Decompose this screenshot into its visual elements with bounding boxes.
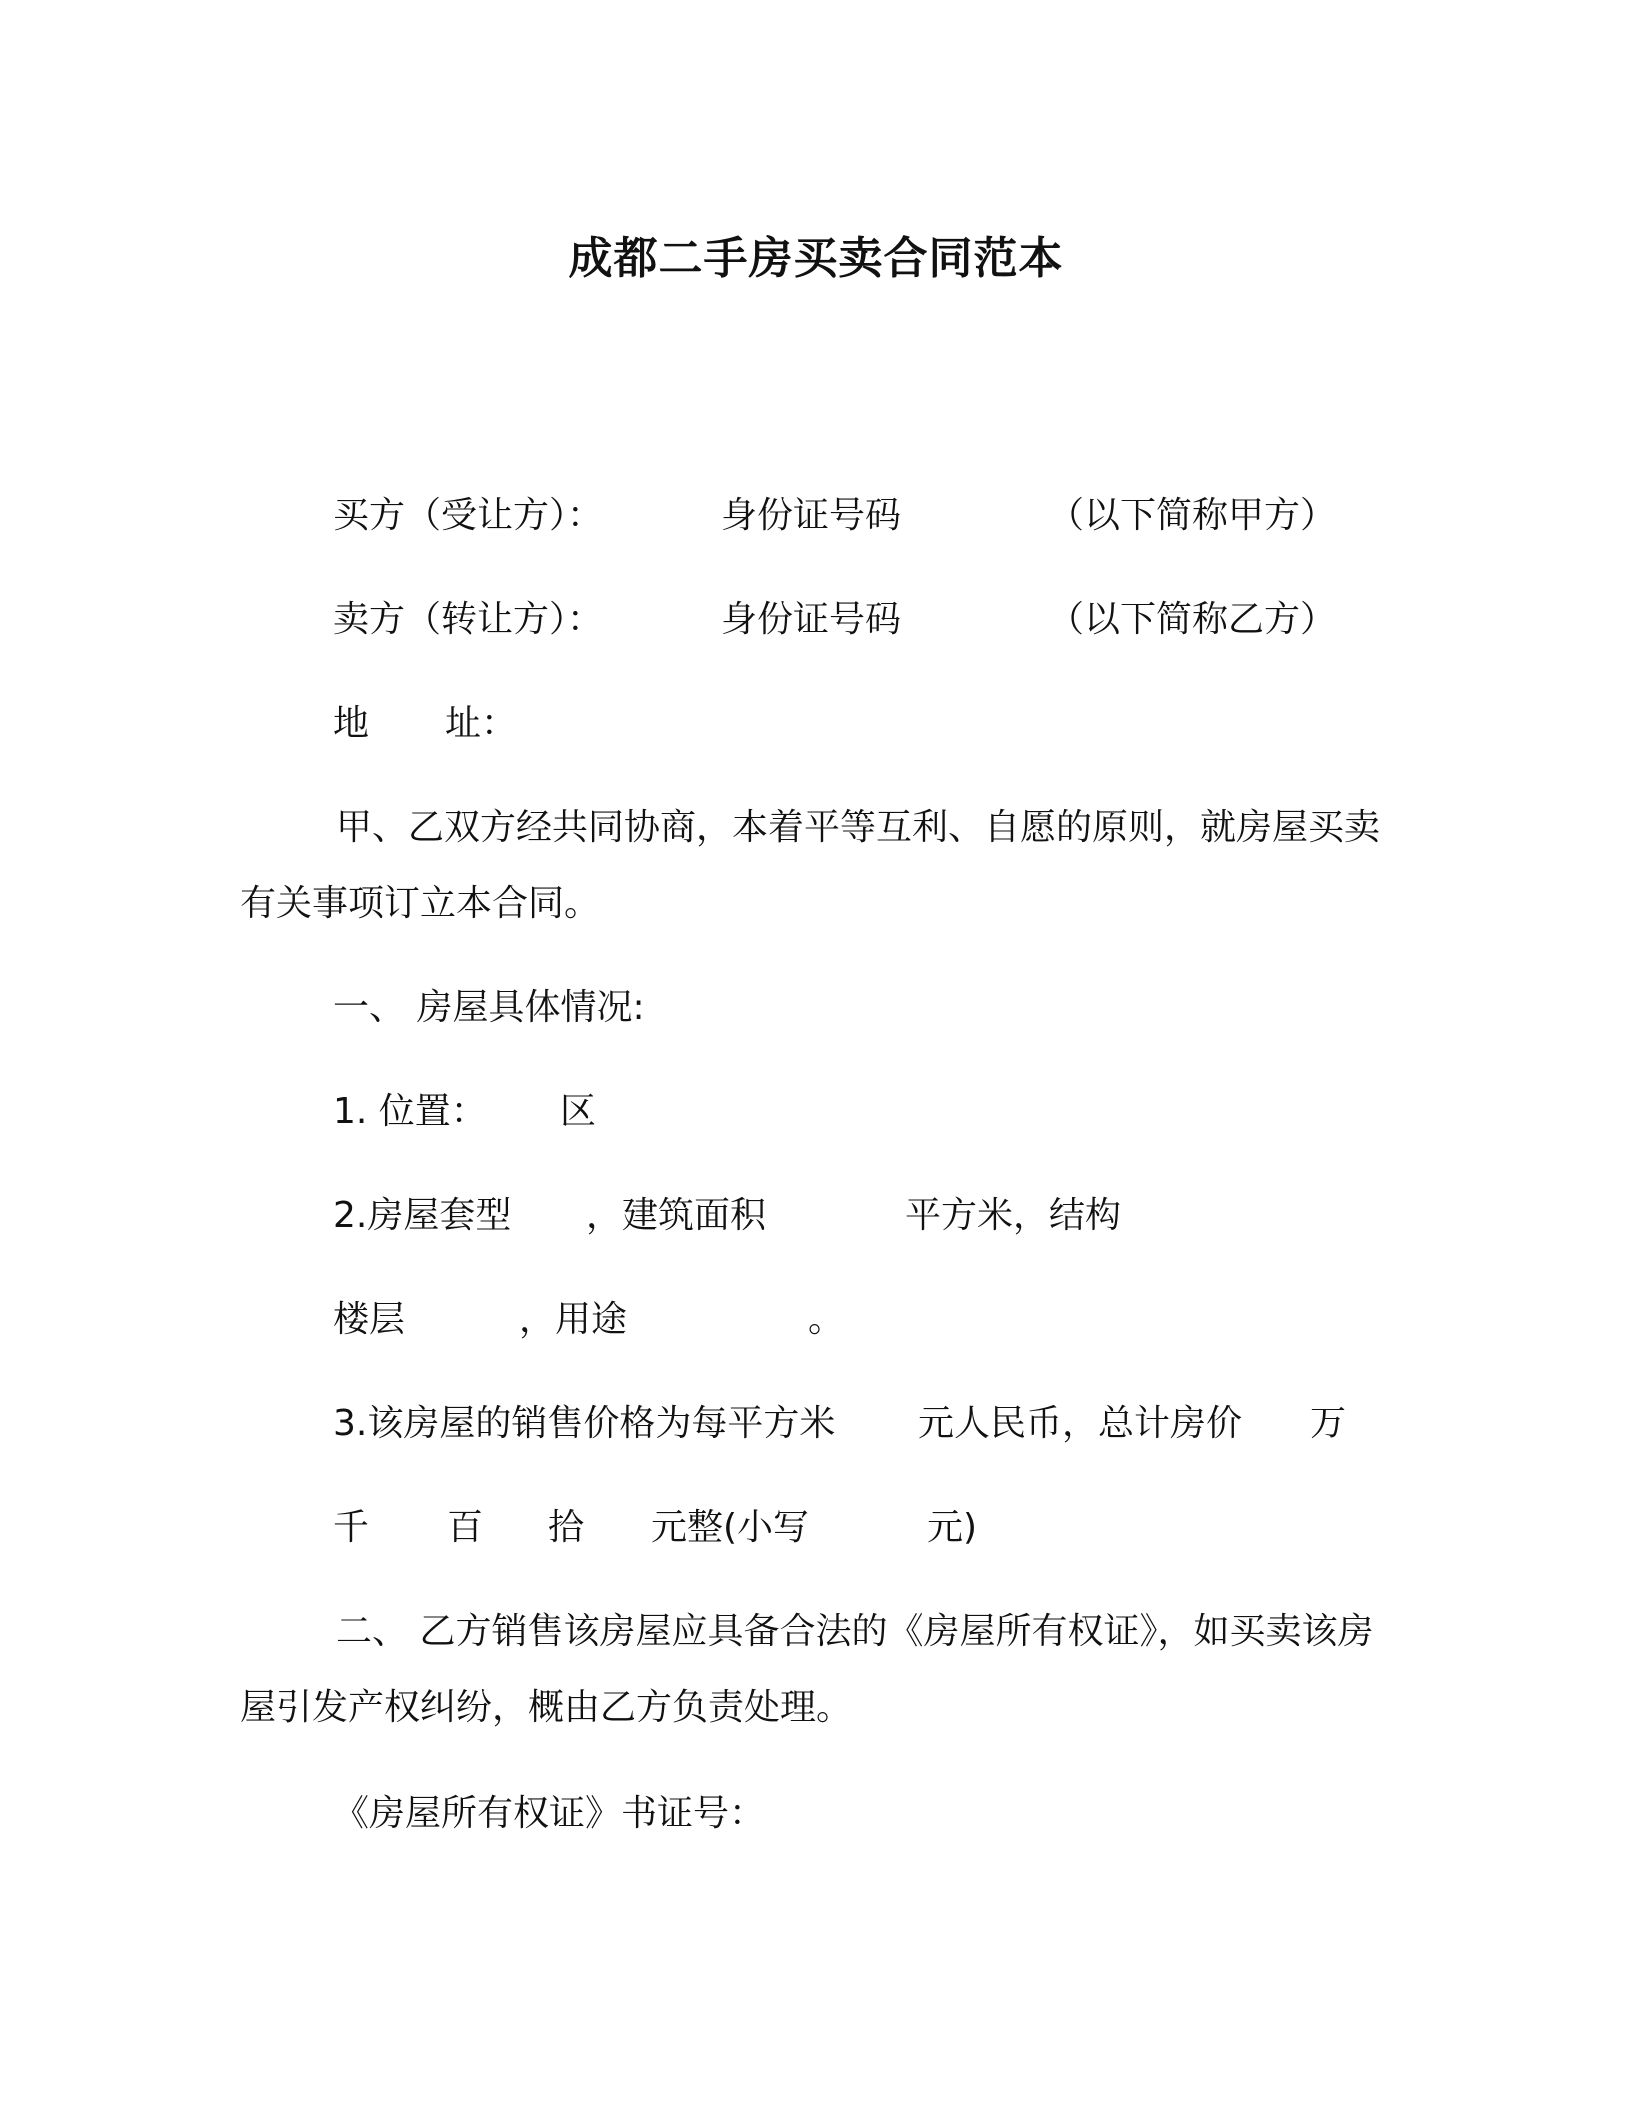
location-district: 区 [560,1091,597,1132]
bai-label: 百 [447,1507,484,1548]
qian-label: 千 [333,1507,370,1548]
document-title: 成都二手房买卖合同范本 [568,233,1064,284]
section2-paragraph: 二、 乙方销售该房屋应具备合法的《房屋所有权证》，如买卖该房屋引发产权纠纷，概由乙方负责处理。 [240,1611,1374,1728]
seller-id-label: 身份证号码 [721,599,902,640]
section1-heading: 一、 房屋具体情况: [333,987,645,1028]
buyer-alias: （以下简称甲方） [1048,495,1337,536]
wan-label: 万 [1310,1403,1347,1444]
buyer-label: 买方（受让方）： [333,495,604,536]
total-price-label: 元人民币，总计房价 [918,1403,1243,1444]
certificate-number-label: 《房屋所有权证》书证号： [333,1793,766,1834]
intro-paragraph: 甲、乙双方经共同协商，本着平等互利、自愿的原则，就房屋买卖有关事项订立本合同。 [240,807,1381,924]
buyer-id-label: 身份证号码 [721,495,902,536]
yuan-small-label: 元) [927,1507,978,1548]
building-area-label: ，建筑面积 [586,1195,767,1236]
location-label: 1. 位置： [333,1091,487,1132]
shi-label: 拾 [548,1507,585,1548]
seller-alias: （以下简称乙方） [1048,599,1337,640]
floor-label: 楼层 [333,1299,406,1340]
usage-period: 。 [808,1299,845,1340]
unit-price-label: 3.该房屋的销售价格为每平方米 [333,1403,836,1444]
address-label-b: 址： [445,703,518,744]
address-label-a: 地 [333,703,370,744]
seller-label: 卖方（转让方）： [333,599,604,640]
yuan-zheng-label: 元整(小写 [651,1507,810,1548]
usage-label: ，用途 [519,1299,628,1340]
structure-label: 平方米，结构 [905,1195,1122,1236]
house-type-label: 2.房屋套型 [333,1195,512,1236]
